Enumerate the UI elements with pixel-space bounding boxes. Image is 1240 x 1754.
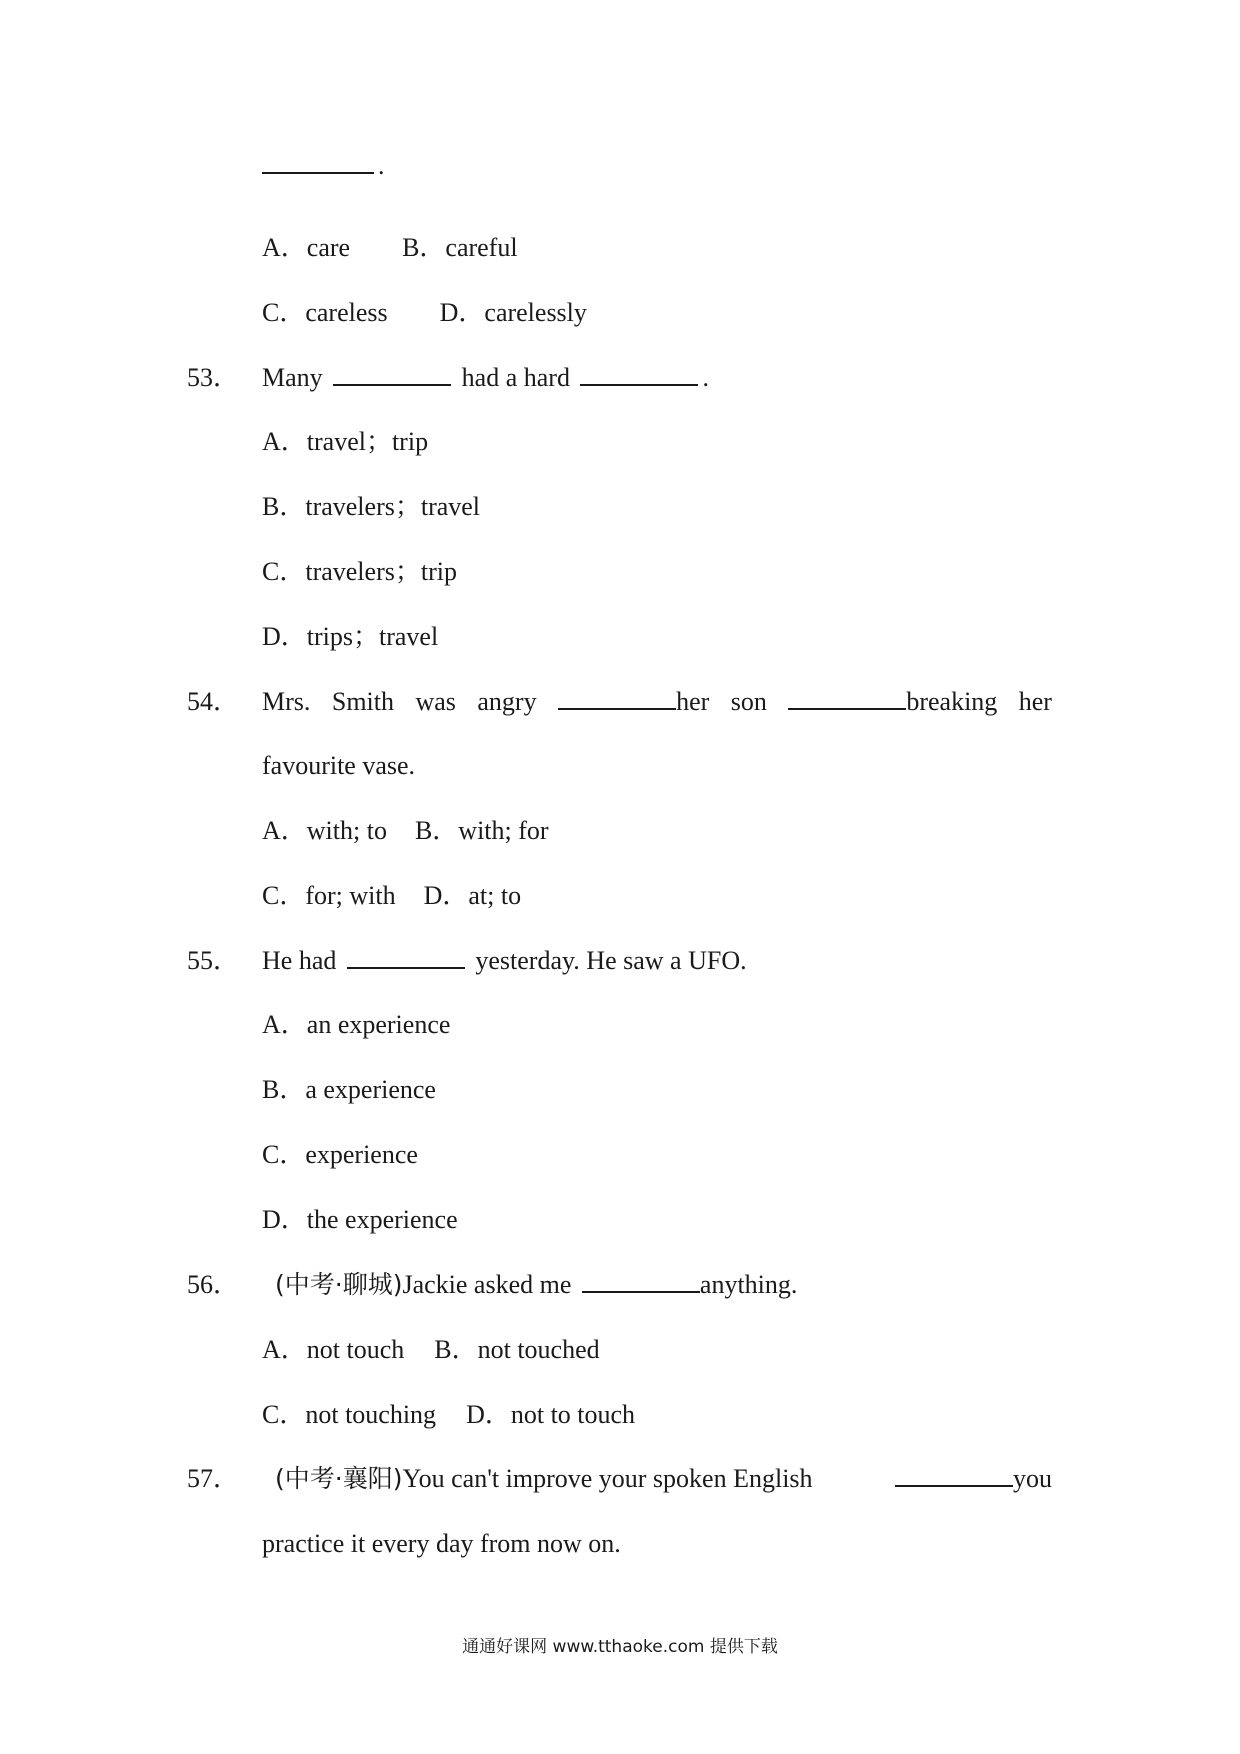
q53-option-a: A．travel；trip [262, 427, 429, 456]
q52-stem-tail [262, 150, 385, 182]
q55-option-c: C．experience [262, 1140, 418, 1169]
q52-option-d: D．carelessly [439, 298, 587, 327]
answer-blank [582, 1269, 700, 1293]
q54-option-c: C．for; with [262, 881, 396, 910]
page-footer: 通通好课网 www.tthaoke.com 提供下载 [462, 1637, 778, 1657]
q56-option-a: A．not touch [262, 1335, 405, 1364]
q52-options-row1 [262, 232, 518, 264]
q57-source: (中考·襄阳) [275, 1464, 403, 1493]
answer-blank [262, 150, 374, 174]
q56-source: (中考·聊城) [275, 1270, 403, 1299]
answer-blank [580, 362, 698, 386]
q56-number: 56． [187, 1270, 240, 1299]
q54-stem-line2: favourite vase. [262, 751, 416, 780]
q57-stem-line2: practice it every day from now on. [262, 1529, 621, 1558]
q54-options-row1 [262, 815, 549, 847]
q56-options-row2 [262, 1399, 635, 1431]
q55-stem: He had yesterday. He saw a UFO. [262, 946, 747, 975]
q55-number: 55． [187, 946, 240, 975]
q52-stem-end: . [378, 151, 385, 180]
q52-options-row2 [262, 297, 587, 329]
q56-option-c: C．not touching [262, 1400, 437, 1429]
q57-number: 57． [187, 1464, 240, 1493]
q53-option-b: B．travelers；travel [262, 492, 481, 521]
answer-blank [788, 686, 906, 710]
q53-number: 53． [187, 363, 240, 392]
answer-blank [895, 1463, 1013, 1487]
q57-stem-line1: (中考·襄阳)You can't improve your spoken English you [275, 1464, 1052, 1493]
q53-stem: Many had a hard . [262, 363, 709, 392]
q56-option-d: D．not to touch [466, 1400, 636, 1429]
q55-option-a: A．an experience [262, 1010, 451, 1039]
q54-options-row2 [262, 880, 521, 912]
answer-blank [333, 362, 451, 386]
q54-option-a: A．with; to [262, 816, 387, 845]
q54-number: 54． [187, 687, 240, 716]
q53-option-c: C．travelers；trip [262, 557, 457, 586]
answer-blank [347, 945, 465, 969]
q52-option-c: C．careless [262, 298, 388, 327]
q54-stem-line1: Mrs. Smith was angry her son breaking her [262, 687, 1052, 716]
q52-option-b: B．careful [402, 233, 518, 262]
answer-blank [558, 686, 676, 710]
q55-option-d: D．the experience [262, 1205, 458, 1234]
q55-option-b: B．a experience [262, 1075, 436, 1104]
q54-option-b: B．with; for [414, 816, 549, 845]
q53-option-d: D．trips；travel [262, 622, 439, 651]
q52-option-a: A．care [262, 233, 351, 262]
q56-options-row1 [262, 1334, 600, 1366]
q56-stem: (中考·聊城)Jackie asked me anything. [275, 1270, 798, 1299]
q54-option-d: D．at; to [423, 881, 522, 910]
q56-option-b: B．not touched [434, 1335, 600, 1364]
